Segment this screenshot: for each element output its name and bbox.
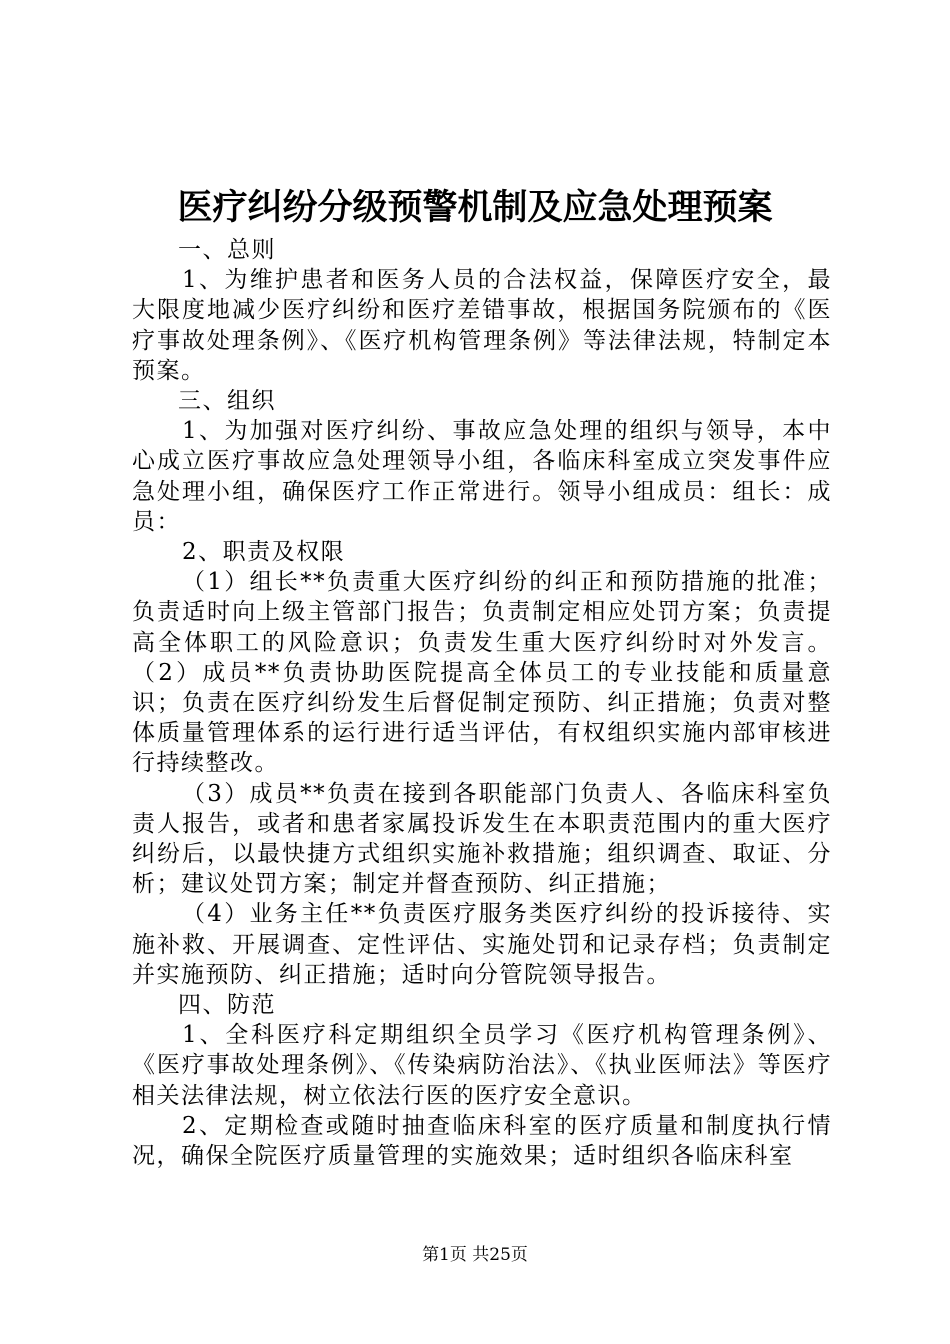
- document-body: [132, 235, 832, 1171]
- section-heading-organization: 三、组织: [178, 388, 276, 415]
- section-heading-general: 一、总则: [178, 237, 276, 263]
- paragraph-duties-4: （4）业务主任**负责医疗服务类医疗纠纷的投诉接待、实施补救、开展调查、定性评估、实施处罚和记录存档；负责制定并实施预防、纠正措施；适时向分管院领导报告。: [132, 901, 832, 988]
- paragraph-duties-3: （3）成员**负责在接到各职能部门负责人、各临床科室负责人报告，或者和患者家属投诉发生在本职责范围内的重大医疗纠纷后，以最快捷方式组织实施补救措施；组织调查、取证、分析；建议处罚方案；制定并督查预防、纠正措施；: [132, 780, 832, 898]
- paragraph-organization-1: 1、为加强对医疗纠纷、事故应急处理的组织与领导，本中心成立医疗事故应急处理领导小组，各临床科室成立突发事件应急处理小组，确保医疗工作正常进行。领导小组成员：组长：成员：: [132, 418, 832, 535]
- page-number-footer: 第1页 共25页: [422, 1245, 528, 1265]
- paragraph-duties-1-2: （1）组长**负责重大医疗纠纷的纠正和预防措施的批准；负责适时向上级主管部门报告；负责制定相应处罚方案；负责提高全体职工的风险意识；负责发生重大医疗纠纷时对外发言。（2）成员**负责协助医院提高全体员工的专业技能和质量意识；负责在医疗纠纷发生后督促制定预防、纠正措施；负责对整体质量管理体系的运行进行适当评估，有权组织实施内部审核进行持续整改。: [132, 569, 832, 777]
- paragraph-prevention-1: 1、全科医疗科定期组织全员学习《医疗机构管理条例》、《医疗事故处理条例》、《传染病防治法》、《执业医师法》等医疗相关法律法规，树立依法行医的医疗安全意识。: [132, 1022, 832, 1109]
- document-title: 医疗纠纷分级预警机制及应急处理预案: [177, 187, 773, 228]
- paragraph-general-1: 1、为维护患者和医务人员的合法权益，保障医疗安全，最大限度地减少医疗纠纷和医疗差错事故，根据国务院颁布的《医疗事故处理条例》、《医疗机构管理条例》等法律法规，特制定本预案。: [132, 267, 832, 384]
- paragraph-duties-heading: 2、职责及权限: [182, 539, 346, 566]
- section-heading-prevention: 四、防范: [178, 992, 276, 1019]
- paragraph-prevention-2: 2、定期检查或随时抽查临床科室的医疗质量和制度执行情况，确保全院医疗质量管理的实施效果；适时组织各临床科室: [132, 1112, 832, 1170]
